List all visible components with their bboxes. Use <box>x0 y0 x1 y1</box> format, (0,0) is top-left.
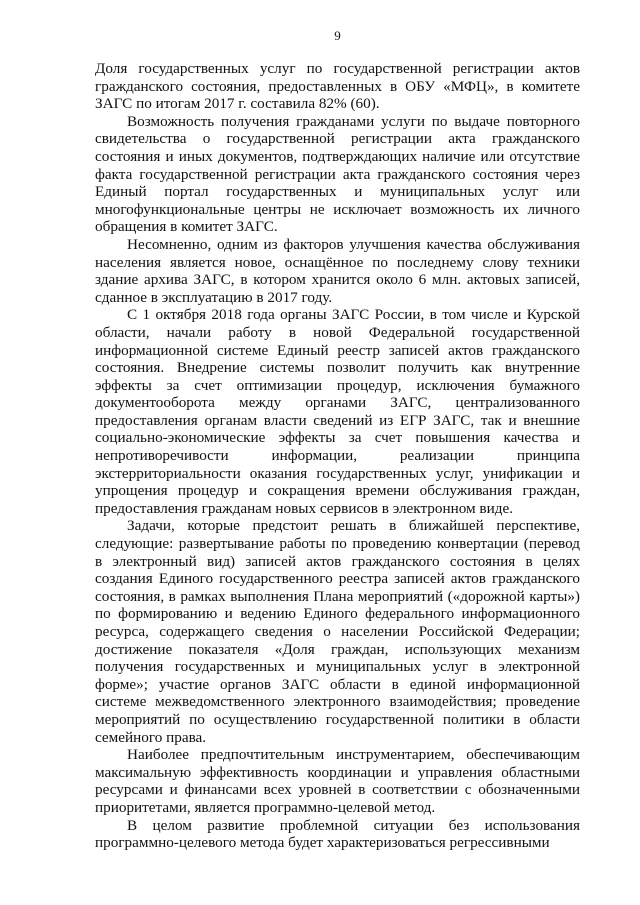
paragraph-certificate-services: Возможность получения гражданами услуги по выдаче повторного свидетельства о государственной регистрации акта гражданского состояния и иных документов, подтверждающих наличие или отсутствие факта государственной регистрации акта гражданского состояния через Единый портал государственных и муниципальных услуг или многофункциональные центры не исключает возможность их личного обращения в комитет ЗАГС. <box>95 112 580 236</box>
page-number: 9 <box>334 28 341 43</box>
paragraph-archive-building: Несомненно, одним из факторов улучшения качества обслуживания населения является новое, оснащённое по последнему слову техники здание архива ЗАГС, в котором хранится около 6 млн. актовых записей, сданное в эксплуатацию в 2017 году. <box>95 235 580 306</box>
paragraph-unified-registry: С 1 октября 2018 года органы ЗАГС России, в том числе и Курской области, начали работу в новой Федеральной государственной информационной системе Единый реестр записей актов гражданского состояния. Внедрение системы позволит получить как внутренние эффекты за счет оптимизации процедур, исключения бумажного документооборота между органами ЗАГС, централизованного предоставления органам власти сведений из ЕГР ЗАГС, так и внешние социально-экономические эффекты за счет повышения качества и непротиворечивости информации, реализации принципа экстерриториальности оказания государственных услуг, унификации и упрощения процедур и сокращения времени обслуживания граждан, предоставления гражданам новых сервисов в электронном виде. <box>95 306 580 517</box>
paragraph-development-situation: В целом развитие проблемной ситуации без использования программно-целевого метода будет характеризоваться регрессивными <box>95 816 580 852</box>
paragraph-tasks: Задачи, которые предстоит решать в ближайшей перспективе, следующие: развертывание работы по проведению конвертации (перевод в электронный вид) записей актов гражданского состояния в целях создания Единого государственного реестра записей актов гражданского состояния, в рамках выполнения Плана мероприятий («дорожной карты») по формированию и ведению Единого федерального информационного ресурса, содержащего сведения о населении Российской Федерации; достижение показателя «Доля граждан, использующих механизм получения государственных и муниципальных услуг в электронной форме»; участие органов ЗАГС области в единой информационной системе межведомственного электронного взаимодействия; проведение мероприятий по осуществлению государственной политики в области семейного права. <box>95 517 580 746</box>
document-page <box>95 28 580 852</box>
paragraph-mfc-share: Доля государственных услуг по государственной регистрации актов гражданского состояния, предоставленных в ОБУ «МФЦ», в комитете ЗАГС по итогам 2017 г. составила 82% (60). <box>95 60 580 113</box>
paragraph-program-method: Наиболее предпочтительным инструментарием, обеспечивающим максимальную эффективность координации и управления областными ресурсами и финансами всех уровней в соответствии с обозначенными приоритетами, является программно-целевой метод. <box>95 746 580 816</box>
